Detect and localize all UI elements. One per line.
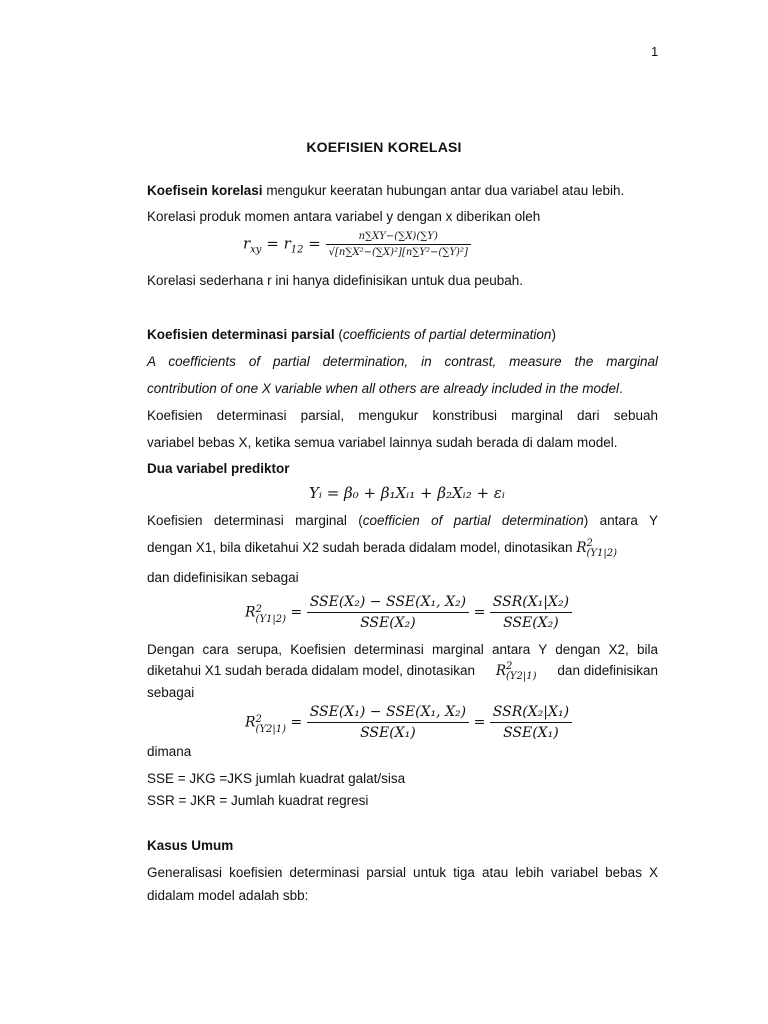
paragraph-marginal-line-3: dan didefinisikan sebagai [147, 570, 299, 585]
paragraph-marginal-line-2: dengan X1, bila diketahui X2 sudah berada didalam model, dinotasikan R 2 (Y1|2) [147, 538, 617, 559]
term-koefisien-korelasi: Koefisein korelasi [147, 183, 263, 198]
fraction-ssr: $\frac{\text{SSR(X₁|X₂)}}{\text{SSE(X₂)}}$ [490, 594, 572, 631]
paragraph-serupa-line-3: sebagai [147, 685, 195, 700]
equation-correlation: $r_{xy} = r_{12}$ = $\frac{n\sum XY-(\sum X)(\sum Y)}{\text{√[n∑X²−(∑X)²][n∑Y²−(∑Y)²]}}$ [243, 231, 471, 258]
paragraph-generalisasi-line-2: didalam model adalah sbb: [147, 888, 309, 903]
section-heading-kasus-umum: Kasus Umum [147, 838, 234, 853]
paragraph-serupa-line-1: Dengan cara serupa, Koefisien determinasi marginal antara Y dengan X2, bila [147, 642, 658, 657]
paragraph-korelasi-sederhana: Korelasi sederhana r ini hanya didefinisikan untuk dua peubah. [147, 273, 524, 288]
section-heading-dua-variabel: Dua variabel prediktor [147, 461, 290, 476]
paragraph-determinasi-line-2: variabel bebas X, ketika semua variabel lainnya sudah berada di dalam model. [147, 435, 618, 450]
paragraph-determinasi-line-1: Koefisien determinasi parsial, mengukur konstribusi marginal dari sebuah [147, 408, 658, 423]
equation-regression-model: Yᵢ = β₀ + β₁Xᵢ₁ + β₂Xᵢ₂ + εᵢ [309, 484, 505, 502]
notation-r-y1-2: R 2 (Y1|2) [576, 538, 617, 559]
paragraph-serupa-line-2: diketahui X1 sudah berada didalam model, dinotasikan R 2 (Y2|1) dan didefinisikan [147, 661, 658, 682]
correlation-fraction: $\frac{n\sum XY-(\sum X)(\sum Y)}{\text{√[n∑X²−(∑X)²][n∑Y²−(∑Y)²]}}$ [326, 231, 471, 258]
fraction-sse-difference: $\frac{\text{SSE(X₁) − SSE(X₁, X₂)}}{\text{SSE(X₁)}}$ [307, 704, 469, 741]
fraction-sse-difference: $\frac{\text{SSE(X₂) − SSE(X₁, X₂)}}{\text{SSE(X₂)}}$ [307, 594, 469, 631]
definition-ssr: SSR = JKR = Jumlah kuadrat regresi [147, 793, 369, 808]
section-heading-determinasi-parsial: Koefisien determinasi parsial (coefficients of partial determination) [147, 327, 556, 342]
page-number: 1 [651, 44, 659, 59]
paragraph-text: mengukur keeratan hubungan antar dua variabel atau lebih. [262, 183, 625, 198]
notation-r-y2-1: R 2 (Y2|1) [495, 661, 537, 682]
italic-definition-line-1: A coefficients of partial determination, in contrast, measure the marginal [147, 354, 658, 369]
equation-r2-y1-given-2: R 2 (Y1|2) = $\frac{\text{SSE(X₂) − SSE(X₁, X₂)}}{\text{SSE(X₂)}}$ = $\frac{\text{SSR(X₁|X₂)}}{\text{SSE(X₂)}}$ [245, 594, 572, 631]
document-title: KOEFISIEN KORELASI [306, 139, 462, 155]
paragraph-korelasi-produk-momen: Korelasi produk momen antara variabel y dengan x diberikan oleh [147, 209, 541, 224]
equation-r2-y2-given-1: R 2 (Y2|1) = $\frac{\text{SSE(X₁) − SSE(X₁, X₂)}}{\text{SSE(X₁)}}$ = $\frac{\text{SSR(X₂|X₁)}}{\text{SSE(X₁)}}$ [245, 704, 572, 741]
paragraph-korelasi-def [147, 181, 658, 201]
paragraph-marginal-line-1: Koefisien determinasi marginal (coefficien of partial determination) antara Y [147, 513, 658, 528]
definition-sse: SSE = JKG =JKS jumlah kuadrat galat/sisa [147, 771, 406, 786]
paragraph-generalisasi-line-1: Generalisasi koefisien determinasi parsial untuk tiga atau lebih variabel bebas X [147, 865, 658, 880]
italic-definition-line-2: contribution of one X variable when all others are already included in the model. [147, 381, 623, 396]
fraction-ssr: $\frac{\text{SSR(X₂|X₁)}}{\text{SSE(X₁)}}$ [490, 704, 572, 741]
dimana-label: dimana [147, 744, 192, 759]
